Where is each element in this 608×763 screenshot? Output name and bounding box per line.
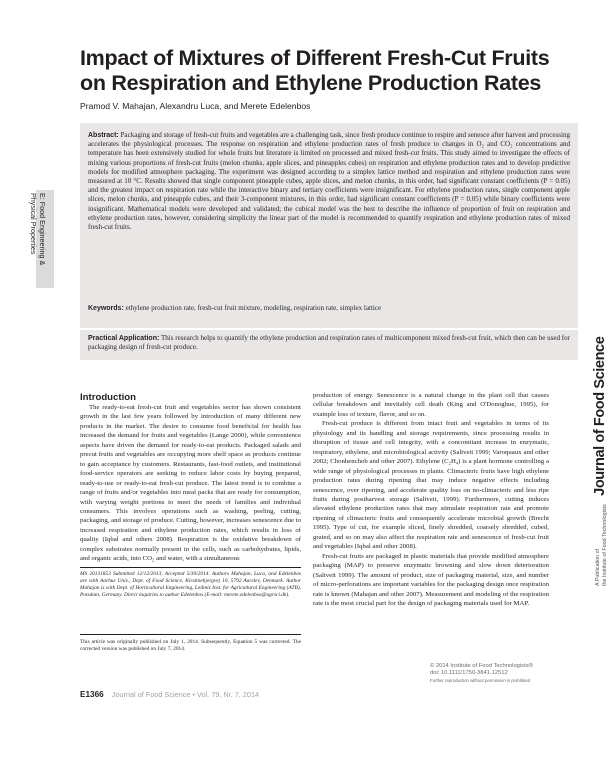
practical-application-box [80, 330, 578, 360]
practical-application-label: Practical Application: [88, 335, 160, 342]
abstract-body: Packaging and storage of fresh-cut fruits and vegetables are a challenging task, since fresh produce continue to respire and senesce after harvest and processing accelerates the physiological processes. The response on respiration and ethylene production rates of fresh produce to changes in O₂ and CO₂ concentrations and temperature has been extensively studied for whole fruits but literature is limited on processed and mixed fresh-cut fruits. This study aimed to investigate the effects of mixing various proportions of fresh-cut fruits (melon chunks, apple slices, and pineapples cubes) on respiration and ethylene production rates and to develop predictive models for modified atmosphere packaging. The experiment was designed according to a simplex lattice method and respiration and ethylene production rates were measured at 10 °C. Results showed that single component pineapple cubes, apple slices, and melon chunks, in this order, had significant constant coefficients (P = 0.05) and the greatest impact on respiration rate while the interactive binary and tertiary coefficients were insignificant. For ethylene production rates, single component apple slices, melon chunks, and pineapple cubes, and their 3-component mixtures, in this order, had significant constant coefficients (P = 0.05) while binary coefficients were insignificant. Mathematical models were developed and validated; the cubical model was the best to describe the influence of proportion of fruit on respiration and ethylene production rates, however, considering simplicity the linear part of the model is recommended to quantify respiration and ethylene production rates of mixed fresh-cut fruits. [88, 131, 570, 232]
paper-title: Impact of Mixtures of Different Fresh-Cut Fruits on Respiration and Ethylene Production Rates [80, 46, 550, 95]
page-footer [80, 690, 259, 699]
publisher-line: A Publication of [595, 548, 602, 586]
copyright: © 2014 Institute of Food Technologists® [430, 663, 533, 669]
body-paragraph: The ready-to-eat fresh-cut fruit and vegetables sector has shown consistent growth in the last few years followed by introduction of many different new products in the market. The desire to consume food beneficial for health has increased the demand for fruits and vegetables (Lange 2000), while convenience aspects have driven the demand for ready-to-eat products. Packaged salads and precut fruits and vegetables are occupying more shelf space as products continue to gain acceptance by customers. Restaurants, fast-food outlets, and institutional food-service operators are seeking to reduce labor costs by buying prepared, ready-to-use or ready-to-eat fresh-cut produce. The latest trend is to combine a range of fruits and/or vegetables into meal packs that are ready for consumption, with varying weight portions to meet the needs of families and individual consumers. This involves operations such as washing, peeling, cutting, packaging, and storage of produce. Cutting, however, increases senescence due to increased respiration and ethylene production rates, which results in loss of quality (Iqbal and others 2008). Respiration is the oxidative breakdown of complex substrates normally present in the cells, such as carbohydrates, lipids, and organic acids, into CO₂ and water, with a simultaneous [80, 404, 301, 563]
page-number: E1366 [80, 690, 104, 699]
practical-application [88, 334, 570, 352]
permissions: Further reproduction without permission is prohibited [430, 677, 531, 683]
abstract-box [80, 123, 578, 328]
body-paragraph: Fresh-cut fruits are packaged in plastic materials that provide modified atmosphere packaging (MAP) to preserve enzymatic browning and slow down deterioration (Saltveit 1999). The amount of product, size of packaging material, size, and number of micro-perforations are important variables for the packaging design once respiration rate is known (Mahajan and other 2007). Measurement and modeling of the respiration rate is the most crucial part for the design of packaging materials used for MAP. [313, 552, 549, 607]
journal-brand [590, 337, 608, 586]
column-left [80, 403, 301, 564]
body-paragraph: Fresh-cut produce is different from intact fruit and vegetables in terms of its physiology and its handling and storage requirements, since processing results in disruption of tissue and cell integrity, with a concomitant increase in enzymatic, respiratory, ethylene, and microbiological activity (Saltveit 1999; Varoquaux and other 2002; Chonhenchob and other 2007). Ethylene (C₂H₄) is a plant hormone controlling a wide range of physiological processes in plants. Climacteric fruits have high ethylene production rates during ripening that may induce negative effects including senescence, over ripening, and accelerate quality loss on no-climacteric and less ripe fruits during postharvest storage (Saltveit, 1999). Furthermore, cutting induces elevated ethylene production rates that may stimulate respiration rate and promote ripening of climacteric fruits and consequently accelerate microbial growth (Brecht 1995). Type of cut, for example sliced, finely shredded, coarsely shredded, cubed, grated, and so on may also affect the respiration rate and senescence of fresh-cut fruit and vegetables (Iqbal and other 2008). [313, 420, 549, 551]
column-right [313, 391, 549, 608]
journal-info: Journal of Food Science • Vol. 79, Nr. 7, 2014 [111, 690, 260, 699]
correction-note: This article was originally published on July 1, 2014. Subsequently, Equation 5 was corrected. The corrected version was published on July 7, 2014. [80, 639, 301, 653]
abstract [88, 131, 570, 232]
divider [80, 567, 301, 568]
practical-application-body: This research helps to quantify the ethylene production and respiration rates of multicomponent mixed fresh-cut fruit, which then can be used for packaging design of fresh-cut produce. [88, 334, 571, 352]
abstract-label: Abstract: [88, 132, 119, 139]
section-tab-label: E: Food Engineering & Physical Properties [29, 193, 47, 266]
keywords [88, 304, 570, 313]
journal-name: Journal of Food Science [592, 336, 608, 496]
doi: doi: 10.1111/1750-3841.12512 [430, 670, 508, 677]
divider [80, 634, 301, 635]
submission-footnote: MS 20131853 Submitted 12/12/2013, Accepted 5/30/2014. Authors Mahajan, Luca, and Edelenbos are with Aarhus Univ., Dept. of Food Science, Kirstinebjergvej 10, 5792 Aarslev, Denmark. Author Mahajan is with Dept. of Horticultural Engineering, Leibniz Inst. for Agricultural Engineering (ATB), Potsdam, Germany. Direct inquiries to author Edelenbos (E-mail: merete.edelenbos@agrsci.dk). [80, 571, 301, 599]
keywords-label: Keywords: [88, 305, 124, 312]
body-paragraph: production of energy. Senescence is a natural change in the plant cell that causes cellular breakdown and inevitably cell death (King and O'Donoghue, 1995), for example loss of texture, flavor, and so on. [313, 392, 549, 418]
authors-line: Pramod V. Mahajan, Alexandru Luca, and Merete Edelenbos [80, 101, 311, 111]
keywords-body: ethylene production rate, fresh-cut fruit mixture, modeling, respiration rate, simplex lattice [125, 304, 382, 312]
introduction-heading: Introduction [80, 392, 136, 403]
copyright-block [430, 663, 560, 683]
publisher-note [595, 504, 608, 586]
publisher-line: the Institute of Food Technologists [601, 504, 608, 586]
